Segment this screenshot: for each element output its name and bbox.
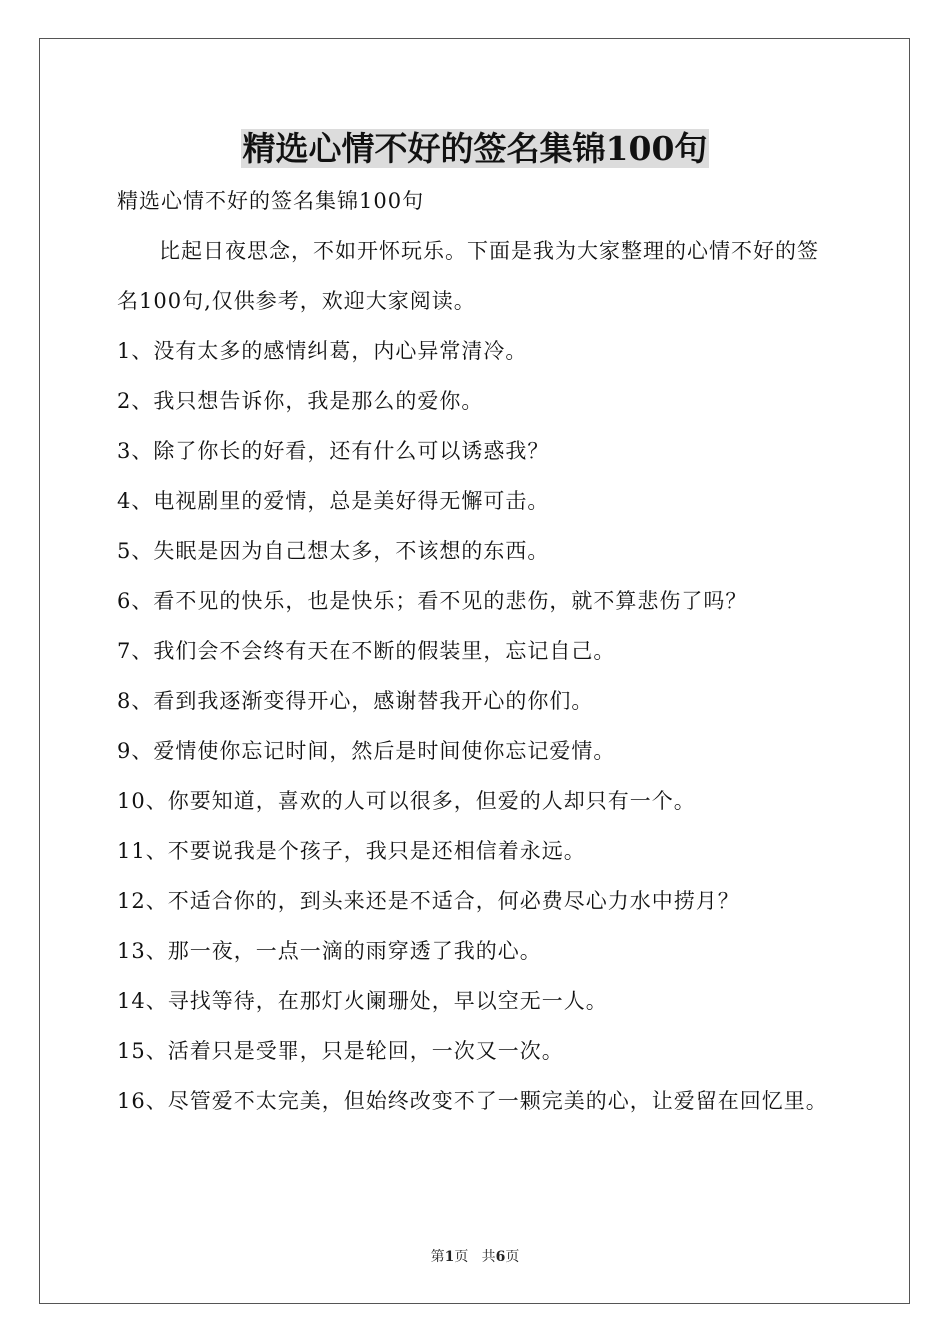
- list-item: 16、尽管爱不太完美，但始终改变不了一颗完美的心，让爱留在回忆里。: [117, 1089, 828, 1113]
- document-body: [117, 176, 837, 1126]
- total-pages: 6: [495, 1249, 506, 1265]
- list-item: 10、你要知道，喜欢的人可以很多，但爱的人却只有一个。: [117, 789, 696, 813]
- list-item: 14、寻找等待，在那灯火阑珊处，早以空无一人。: [117, 989, 608, 1013]
- list-item: 9、爱情使你忘记时间，然后是时间使你忘记爱情。: [117, 739, 616, 763]
- total-prefix: 共: [481, 1249, 496, 1265]
- list-item: 5、失眠是因为自己想太多，不该想的东西。: [117, 539, 550, 563]
- document-title: [0, 126, 950, 172]
- document-title-text: 精选心情不好的签名集锦100句: [242, 129, 708, 168]
- list-item: 6、看不见的快乐，也是快乐；看不见的悲伤，就不算悲伤了吗？: [117, 589, 748, 613]
- page-number: 1: [444, 1249, 455, 1265]
- list-item: 3、除了你长的好看，还有什么可以诱惑我？: [117, 439, 550, 463]
- page-suffix: 页: [454, 1249, 469, 1265]
- list-item: 2、我只想告诉你，我是那么的爱你。: [117, 389, 484, 413]
- list-item: 15、活着只是受罪，只是轮回，一次又一次。: [117, 1039, 564, 1063]
- list-item: 13、那一夜，一点一滴的雨穿透了我的心。: [117, 939, 542, 963]
- total-suffix: 页: [505, 1249, 520, 1265]
- list-item: 8、看到我逐渐变得开心，感谢替我开心的你们。: [117, 689, 594, 713]
- list-item: 12、不适合你的，到头来还是不适合，何必费尽心力水中捞月？: [117, 889, 740, 913]
- page-footer: [0, 1246, 950, 1266]
- list-item: 7、我们会不会终有天在不断的假装里，忘记自己。: [117, 639, 616, 663]
- intro-paragraph: 比起日夜思念，不如开怀玩乐。下面是我为大家整理的心情不好的签名100句,仅供参考，欢迎大家阅读。: [117, 239, 819, 313]
- page-prefix: 第: [430, 1249, 445, 1265]
- list-item: 11、不要说我是个孩子，我只是还相信着永远。: [117, 839, 586, 863]
- list-item: 1、没有太多的感情纠葛，内心异常清冷。: [117, 339, 528, 363]
- document-subtitle: 精选心情不好的签名集锦100句: [117, 189, 425, 213]
- list-item: 4、电视剧里的爱情，总是美好得无懈可击。: [117, 489, 550, 513]
